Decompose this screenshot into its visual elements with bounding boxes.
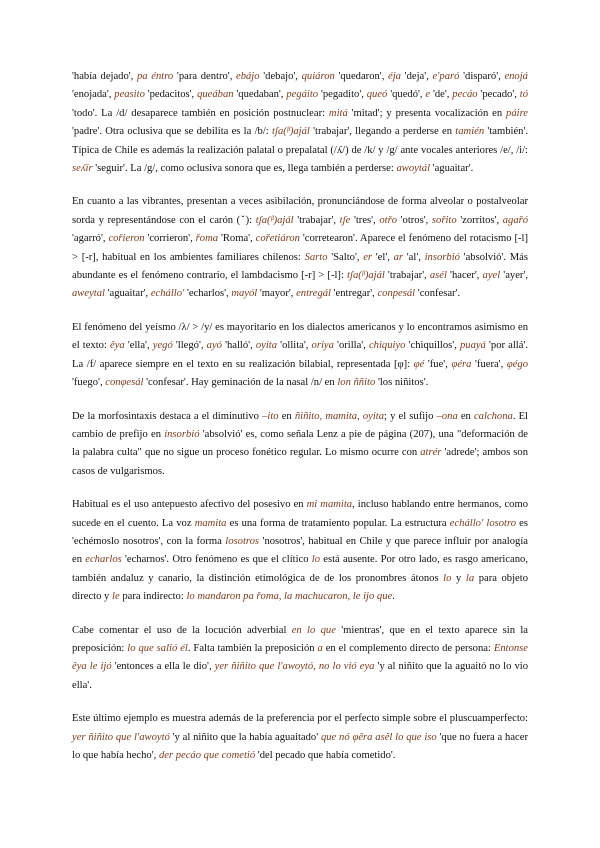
example-word: conφesál — [105, 377, 144, 389]
paragraph-text: es una forma de tratamiento popular. La estructura — [226, 517, 450, 529]
paragraph-text: . — [392, 591, 395, 603]
example-word: tʃe — [339, 214, 351, 226]
example-word: tamién — [455, 126, 485, 138]
paragraph-text: 'echarlos', — [184, 288, 232, 300]
example-word: pa éntro — [137, 71, 174, 82]
example-word: mayól — [231, 288, 258, 300]
paragraph-text: 'Salto', — [327, 251, 364, 263]
example-word: Sarto — [304, 251, 328, 263]
paragraph-text: 'disparó', — [459, 71, 505, 82]
example-word: er — [363, 251, 373, 263]
paragraph-text: 'al', — [403, 251, 425, 263]
example-word: e — [425, 89, 431, 101]
paragraph-text: en — [457, 410, 474, 422]
example-word: asél — [429, 270, 447, 282]
example-word: calchona — [473, 410, 513, 422]
paragraph-text: 'hacer', — [446, 270, 483, 282]
paragraph-text: En cuanto a las vibrantes, presentan a veces asibilación, pronunciándose de forma alveolar o postalveolar sorda y representándose con el carón (ˇ): — [72, 196, 528, 226]
paragraph-text: 'ollita', — [277, 340, 312, 352]
example-word: ñiñito, mamita, oyita — [294, 410, 385, 422]
example-word: lo — [311, 554, 321, 566]
paragraph-text: Habitual es el uso antepuesto afectivo del posesivo en — [72, 499, 307, 511]
example-word: tʃa(ᵝ)ajál — [272, 126, 310, 138]
example-word: φé — [413, 358, 425, 370]
example-word: en lo que — [291, 624, 336, 636]
paragraph-text: 'pedacitos', — [144, 89, 198, 101]
example-word: echarlos — [85, 554, 122, 566]
example-word: řoma — [195, 233, 219, 245]
document-page — [72, 68, 528, 780]
paragraph-text: El fenómeno del yeísmo /λ/ > /y/ es mayoritario en los dialectos americanos y lo encontramos asimismo en el texto: — [72, 321, 528, 352]
paragraph-text: 'adrede'; ambos son casos de vulgarismos. — [72, 447, 528, 477]
example-word: e'paró — [432, 71, 460, 82]
paragraph-text: 'ella', — [124, 340, 153, 352]
paragraph-text: 'mitad'; y presenta vocalización en — [347, 107, 507, 119]
paragraph-text: 'confesar'. — [415, 288, 461, 300]
example-word: tʃa(ᵝ)ajál — [347, 270, 385, 282]
paragraph-text: 'padre'. Otra oclusiva que se debilita es la /b/: — [72, 126, 272, 138]
paragraph-text: 'enojada', — [72, 89, 115, 101]
paragraph-text: 'debajo', — [259, 71, 302, 82]
paragraph-text: 'absolvió' es, como señala Lenz a pie de página (207), una "deformación de la palabra culta" que no sigue un proceso fonético regular. Lo mismo ocurre con — [72, 428, 528, 459]
paragraph-text: 'deja', — [400, 71, 433, 82]
example-word: ayó — [206, 340, 222, 352]
example-word: echállo' — [150, 288, 185, 300]
paragraph-p7 — [72, 710, 528, 765]
paragraph-text: 'trabajar', — [293, 214, 340, 226]
paragraph-text: 'los niñitos'. — [375, 377, 429, 389]
paragraph-text: 'entonces a ella le dio', — [111, 661, 215, 673]
example-word: ayel — [482, 270, 501, 282]
paragraph-text: 'aguaitar'. — [430, 163, 474, 175]
example-word: Entonse êya le ijó — [72, 642, 528, 673]
example-word: enojá — [504, 71, 528, 82]
paragraph-text: 'todo'. La /d/ desaparece también en posición postnuclear: — [72, 107, 329, 119]
example-word: queó — [366, 89, 388, 101]
example-word: oyita — [255, 340, 278, 352]
paragraph-text: 'quedó', — [387, 89, 426, 101]
example-word: quiáron — [301, 71, 335, 82]
example-word: entregál — [296, 288, 331, 300]
paragraph-text: y — [451, 572, 466, 584]
paragraph-text: 'mientras', que en el texto aparece sin la preposición: — [72, 624, 528, 654]
paragraph-text: 'orilla', — [333, 340, 369, 352]
paragraph-text: en el complemento directo de persona: — [322, 642, 494, 654]
paragraph-text: 'pegadito', — [318, 89, 367, 101]
example-word: der pecáo que cometió — [158, 750, 256, 761]
example-word: pegáito — [286, 89, 319, 101]
example-word: éja — [388, 71, 401, 82]
paragraph-text: 'confesar'. Hay geminación de la nasal /n/ en — [143, 377, 338, 389]
example-word: yegó — [152, 340, 173, 352]
paragraph-text: 'otros', — [397, 214, 432, 226]
example-word: a — [317, 642, 323, 654]
paragraph-text: 'corretearon'. Aparece el fenómeno del rotacismo [-l] > [-r], habitual en los ambientes familiares chilenos: — [72, 233, 529, 263]
paragraph-text: 'fue', — [424, 358, 452, 370]
paragraph-text: ; y el sufijo — [384, 410, 437, 422]
paragraph-text: 'absolvió'. Más abundante es el fenómeno contrario, el lambdacismo [-r] > [-l]: — [72, 251, 528, 282]
paragraph-text: 'de', — [430, 89, 453, 101]
paragraph-text: 'había dejado', — [72, 71, 137, 82]
example-word: la — [465, 572, 475, 584]
example-word: le — [112, 591, 120, 603]
paragraph-text: 'corrieron', — [144, 233, 196, 245]
example-word: páire — [506, 107, 528, 119]
paragraph-text: 'por allá'. La /f/ aparece siempre en el texto en su realización bilabial, representada [φ]: — [72, 340, 528, 370]
example-word: lo — [443, 572, 452, 584]
example-word: êya — [110, 340, 125, 352]
example-word: yer ñiñito que l'awoytó, no lo vió eya — [214, 661, 375, 673]
paragraph-text: 'mayor', — [257, 288, 297, 300]
paragraph-text: 'del pecado que había cometido'. — [255, 750, 396, 761]
example-word: conpesál — [377, 288, 416, 300]
example-word: insorbió — [164, 428, 200, 440]
paragraph-text: 'y al niñito que la había aguaitado' — [169, 731, 321, 743]
paragraph-p2 — [72, 193, 528, 303]
paragraph-text: 'echarnos'. Otro fenómeno es que el clítico — [121, 554, 312, 566]
example-word: peasito — [114, 89, 145, 101]
example-word: sořito — [431, 214, 457, 226]
paragraph-text: para objeto directo y — [72, 572, 528, 603]
example-word: losotros — [225, 535, 260, 547]
paragraph-text: 'que no fuera a hacer lo que había hecho', — [72, 731, 528, 761]
example-word: puayá — [459, 340, 486, 352]
paragraph-text: 'zorritos', — [456, 214, 503, 226]
paragraph-text: 'Roma', — [218, 233, 256, 245]
paragraph-text: 'nosotros', habitual en Chile y que parece influir por analogía en — [72, 535, 528, 566]
example-word: echállo' losotro — [449, 517, 517, 529]
example-word: queában — [197, 89, 234, 101]
example-word: oriya — [311, 340, 334, 352]
paragraph-p6 — [72, 622, 528, 696]
example-word: mamita — [194, 517, 227, 529]
example-word: –ona — [436, 410, 458, 422]
paragraph-text: 'y al niñito que la aguaitó no lo vio ella'. — [72, 661, 528, 691]
example-word: lo que salió él — [127, 642, 188, 654]
paragraph-text: Cabe comentar el uso de la locución adverbial — [72, 624, 292, 636]
example-word: awoytál — [396, 163, 431, 175]
example-word: atrér — [420, 447, 442, 459]
paragraph-p4 — [72, 408, 528, 482]
paragraph-text: es 'echémoslo nosotros', con la forma — [72, 517, 528, 547]
paragraph-p3 — [72, 319, 528, 393]
paragraph-text: 'quedaron', — [334, 71, 389, 82]
example-word: chiquiyo — [368, 340, 406, 352]
paragraph-text: 'para dentro', — [173, 71, 237, 82]
example-word: lon ññito — [337, 377, 376, 389]
paragraph-text: 'quedaban', — [233, 89, 287, 101]
example-word: lo mandaron pa řoma, la machucaron, le ijo que — [186, 591, 393, 603]
example-word: tʃa(ᵝ)ajál — [255, 214, 294, 226]
example-word: pecáo — [452, 89, 478, 101]
paragraph-text: 'seguir'. La /g/, como oclusiva sonora que es, llega también a perderse: — [92, 163, 397, 175]
example-word: cořieron — [108, 233, 145, 245]
example-word: otřo — [379, 214, 397, 226]
example-word: agařó — [502, 214, 529, 226]
paragraph-text: 'el', — [372, 251, 394, 263]
example-word: aweytal — [72, 288, 105, 300]
paragraph-text: 'ayer', — [500, 270, 529, 282]
paragraph-text: 'pecado', — [477, 89, 520, 101]
paragraph-text: para indirecto: — [119, 591, 187, 603]
example-word: mitá — [328, 107, 348, 119]
paragraph-text: en — [278, 410, 295, 422]
example-word: φéra — [451, 358, 472, 370]
paragraph-text: 'trabajar', — [384, 270, 430, 282]
paragraph-text: 'fuera', — [471, 358, 507, 370]
paragraph-text: . Falta también la preposición — [187, 642, 318, 654]
paragraph-text: 'chiquillos', — [405, 340, 460, 352]
example-word: φégo — [506, 358, 528, 370]
paragraph-text: . El cambio de prefijo en — [72, 410, 528, 440]
example-word: que nó φêra asêl lo que iso — [320, 731, 437, 743]
paragraph-text: 'también'. Típica de Chile es además la realización palatal o prepalatal (/ʎ/) de /k/ y /g/ ante vocales anteriores /e/, /i/: — [72, 126, 528, 156]
paragraph-text: 'llegó', — [172, 340, 207, 352]
paragraph-text: 'entregar', — [331, 288, 378, 300]
paragraph-text: está ausente. Por otro lado, es rasgo americano, también andaluz y canario, la distinción etimológica de de los pronombres átonos — [72, 554, 528, 584]
paragraph-text: 'aguaitar', — [104, 288, 151, 300]
example-word: tó — [519, 89, 528, 101]
example-word: yer ñiñito que l'awoytó — [72, 731, 170, 743]
paragraph-text: De la morfosintaxis destaca a el diminutivo — [72, 410, 263, 422]
paragraph-text: 'tres', — [350, 214, 380, 226]
paragraph-p5 — [72, 496, 528, 606]
example-word: seʎír — [72, 163, 93, 175]
example-word: ebájo — [236, 71, 260, 82]
paragraph-text: Este último ejemplo es muestra además de la preferencia por el perfecto simple sobre el pluscuamperfecto: — [72, 713, 528, 725]
example-word: ar — [393, 251, 404, 263]
example-word: cořetiáron — [255, 233, 300, 245]
paragraph-text: 'halló', — [221, 340, 256, 352]
paragraph-text: 'agarró', — [72, 233, 109, 245]
paragraph-p1 — [72, 68, 528, 178]
paragraph-text: , incluso hablando entre hermanos, como sucede en el cuento. La voz — [72, 499, 528, 529]
paragraph-text: 'trabajar', llegando a perderse en — [309, 126, 456, 138]
example-word: –ito — [262, 410, 279, 422]
example-word: mi mamita — [306, 499, 353, 511]
paragraph-text: 'fuego', — [72, 377, 106, 389]
example-word: insorbió — [424, 251, 460, 263]
